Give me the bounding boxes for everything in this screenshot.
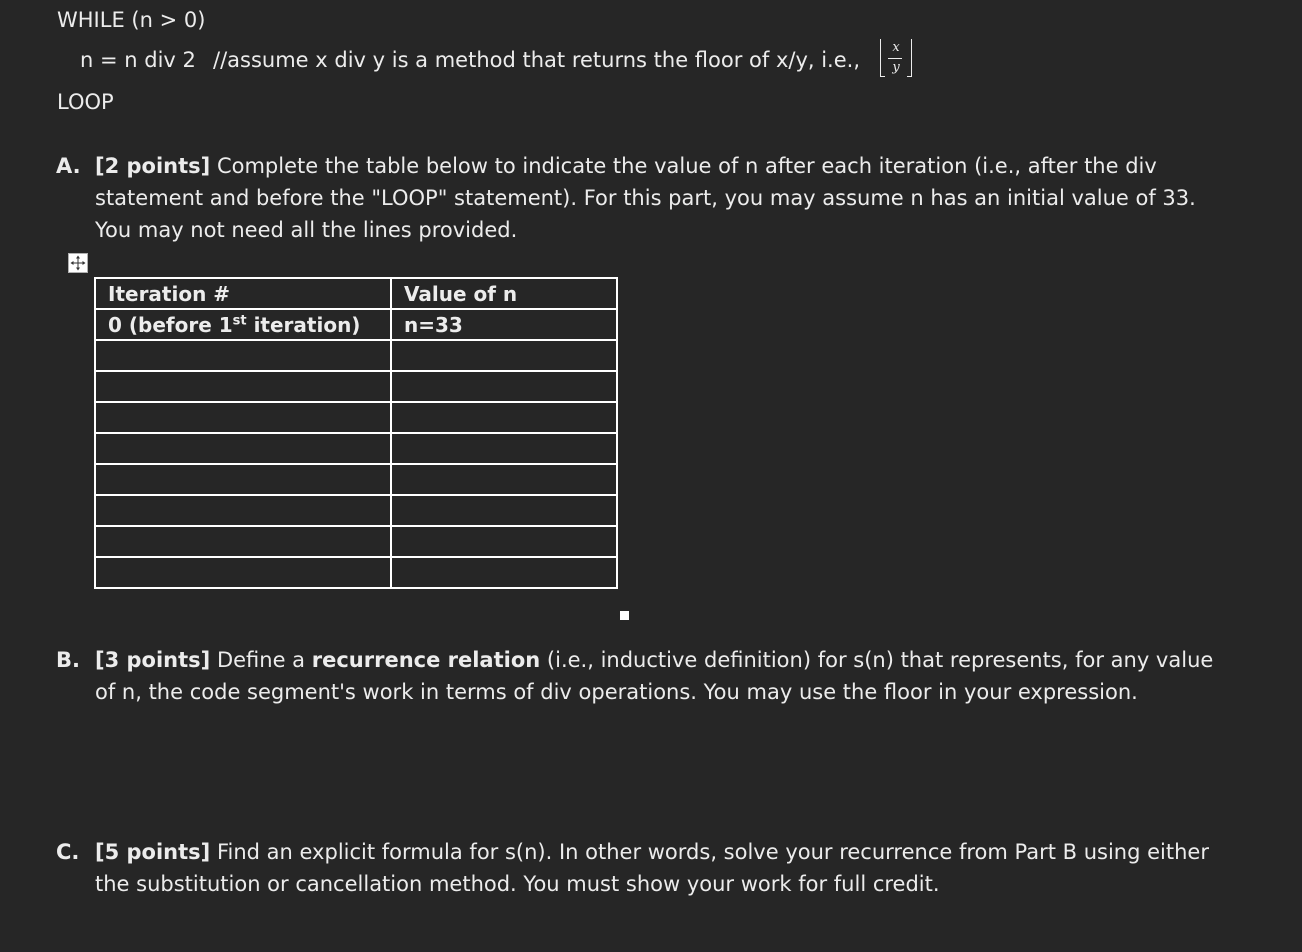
part-c-letter: C. bbox=[56, 840, 80, 864]
table-row bbox=[95, 464, 617, 495]
move-arrows-icon[interactable] bbox=[68, 253, 88, 273]
cell-value-empty[interactable] bbox=[391, 402, 617, 433]
part-b-body bbox=[95, 644, 1235, 708]
table-row bbox=[95, 402, 617, 433]
iteration-suffix: iteration) bbox=[246, 312, 361, 337]
part-a-points: [2 points] bbox=[95, 154, 211, 178]
iteration-prefix: 0 (before 1 bbox=[108, 312, 233, 337]
part-c-text: Find an explicit formula for s(n). In other words, solve your recurrence from Part B using either the substitution or cancellation method. You must show your work for full credit. bbox=[95, 840, 1209, 896]
cell-iteration-empty[interactable] bbox=[95, 464, 391, 495]
header-iteration: Iteration # bbox=[95, 278, 391, 309]
part-a-letter: A. bbox=[56, 154, 81, 178]
cell-value-empty[interactable] bbox=[391, 526, 617, 557]
part-b-letter: B. bbox=[56, 648, 80, 672]
table-row bbox=[95, 309, 617, 340]
cell-iteration-empty[interactable] bbox=[95, 371, 391, 402]
part-b-text-before: Define a bbox=[216, 648, 306, 672]
cell-iteration-empty[interactable] bbox=[95, 557, 391, 588]
table-row bbox=[95, 526, 617, 557]
cell-iteration-empty[interactable] bbox=[95, 433, 391, 464]
code-assign-statement: n = n div 2 bbox=[80, 48, 196, 72]
part-b-emphasis: recurrence relation bbox=[311, 648, 541, 672]
cell-iteration-0[interactable] bbox=[95, 309, 391, 340]
cell-iteration-empty[interactable] bbox=[95, 402, 391, 433]
table-row bbox=[95, 371, 617, 402]
code-comment: //assume x div y is a method that returns the floor of x/y, i.e., bbox=[213, 48, 861, 72]
cell-value-empty[interactable] bbox=[391, 340, 617, 371]
cell-iteration-empty[interactable] bbox=[95, 526, 391, 557]
cell-value-empty[interactable] bbox=[391, 371, 617, 402]
table-row bbox=[95, 495, 617, 526]
fraction-bar bbox=[888, 58, 902, 59]
table-row bbox=[95, 557, 617, 588]
part-b-points: [3 points] bbox=[95, 648, 211, 672]
part-a-body bbox=[95, 150, 1235, 246]
iteration-table bbox=[94, 277, 618, 589]
part-a-text: Complete the table below to indicate the value of n after each iteration (i.e., after the div statement and before the "LOOP" statement). For this part, you may assume n has an initial value of 33. You may not need all the lines provided. bbox=[95, 154, 1196, 242]
table-row bbox=[95, 433, 617, 464]
cell-iteration-empty[interactable] bbox=[95, 495, 391, 526]
table-row bbox=[95, 340, 617, 371]
cell-value-empty[interactable] bbox=[391, 433, 617, 464]
cell-value-0[interactable]: n=33 bbox=[391, 309, 617, 340]
floor-denominator: y bbox=[892, 60, 900, 75]
code-loop-line: LOOP bbox=[57, 90, 114, 114]
floor-fraction bbox=[876, 36, 916, 84]
table-header-row bbox=[95, 278, 617, 309]
cell-value-empty[interactable] bbox=[391, 495, 617, 526]
ordinal-suffix: st bbox=[232, 312, 247, 328]
cell-value-empty[interactable] bbox=[391, 464, 617, 495]
part-b-text-after: (i.e., inductive definition) for s(n) that represents, for any value of n, the code segment's work in terms of div operations. You may use the floor in your expression. bbox=[95, 648, 1214, 704]
floor-numerator: x bbox=[892, 40, 900, 55]
part-c-points: [5 points] bbox=[95, 840, 211, 864]
header-value: Value of n bbox=[391, 278, 617, 309]
code-while-line: WHILE (n > 0) bbox=[57, 8, 206, 32]
cell-value-empty[interactable] bbox=[391, 557, 617, 588]
floor-right-bracket bbox=[907, 39, 912, 77]
cell-iteration-empty[interactable] bbox=[95, 340, 391, 371]
part-c-body bbox=[95, 836, 1235, 900]
resize-handle-icon[interactable] bbox=[620, 611, 629, 620]
